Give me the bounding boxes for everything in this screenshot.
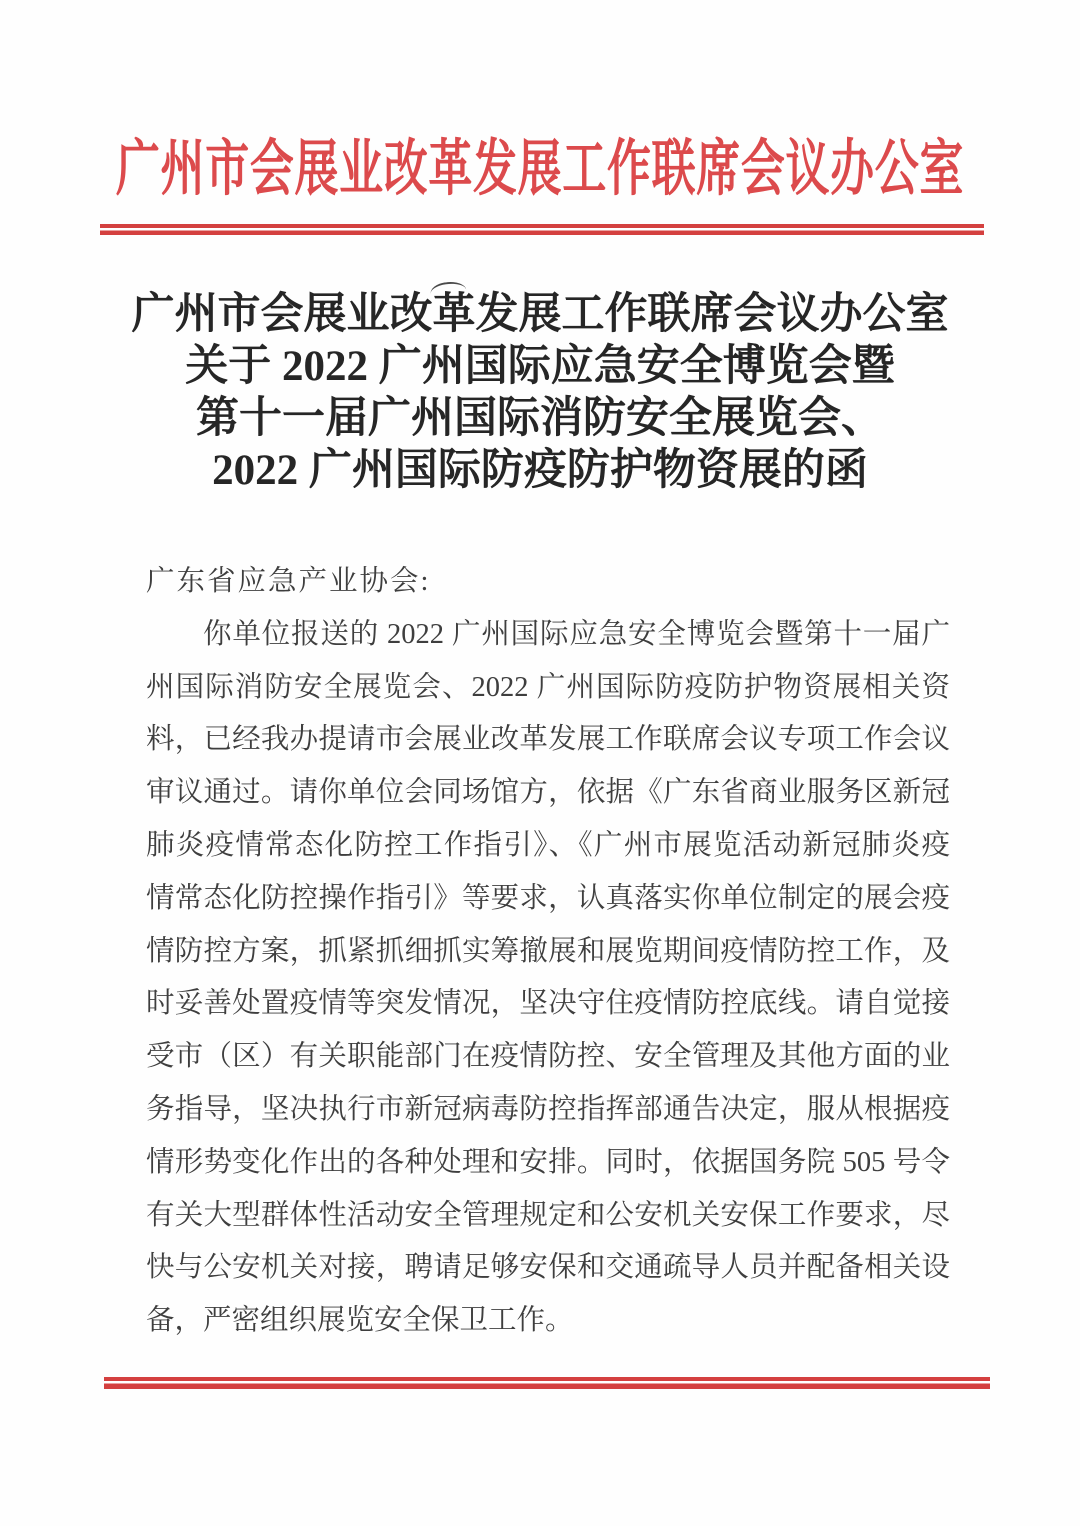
body-line-2: 州国际消防安全展览会、2022 广州国际防疫防护物资展相关资 <box>146 671 950 703</box>
top-double-rule <box>100 224 984 235</box>
body-line-10: 务指导，坚决执行市新冠病毒防控指挥部通告决定，服从根据疫 <box>146 1093 950 1125</box>
letterhead-title: 广州市会展业改革发展工作联席会议办公室 <box>115 136 965 203</box>
salutation: 广东省应急产业协会: <box>146 566 431 597</box>
document-title-line-2: 关于 2022 广州国际应急安全博览会暨 <box>185 343 895 390</box>
body-line-13: 快与公安机关对接，聘请足够安保和交通疏导人员并配备相关设 <box>146 1252 950 1284</box>
bottom-double-rule <box>104 1377 990 1389</box>
body-line-6: 情常态化防控操作指引》等要求，认真落实你单位制定的展会疫 <box>146 882 950 914</box>
body-line-5: 肺炎疫情常态化防控工作指引》、《广州市展览活动新冠肺炎疫 <box>146 829 950 861</box>
document-title <box>0 289 1080 497</box>
body-line-7: 情防控方案，抓紧抓细抓实筹撤展和展览期间疫情防控工作，及 <box>146 935 950 967</box>
body-line-12: 有关大型群体性活动安全管理规定和公安机关安保工作要求，尽 <box>146 1199 950 1231</box>
body-line-14: 备，严密组织展览安全保卫工作。 <box>146 1305 574 1337</box>
document-title-line-3: 第十一届广州国际消防安全展览会、 <box>196 395 884 442</box>
body-line-8: 时妥善处置疫情等突发情况，坚决守住疫情防控底线。请自觉接 <box>146 988 950 1020</box>
letter-body <box>146 556 950 1348</box>
body-line-3: 料，已经我办提请市会展业改革发展工作联席会议专项工作会议 <box>146 724 950 756</box>
document-title-line-1: 广州市会展业改革发展工作联席会议办公室 <box>131 291 949 338</box>
document-title-line-4: 2022 广州国际防疫防护物资展的函 <box>212 447 868 494</box>
letterhead-banner <box>0 134 1080 206</box>
body-line-11: 情形势变化作出的各种处理和安排。同时，依据国务院 505 号令 <box>146 1146 950 1178</box>
body-line-9: 受市（区）有关职能部门在疫情防控、安全管理及其他方面的业 <box>146 1041 950 1073</box>
body-line-4: 审议通过。请你单位会同场馆方，依据《广东省商业服务区新冠 <box>146 777 950 809</box>
body-line-1: 你单位报送的 2022 广州国际应急安全博览会暨第十一届广 <box>203 618 950 650</box>
